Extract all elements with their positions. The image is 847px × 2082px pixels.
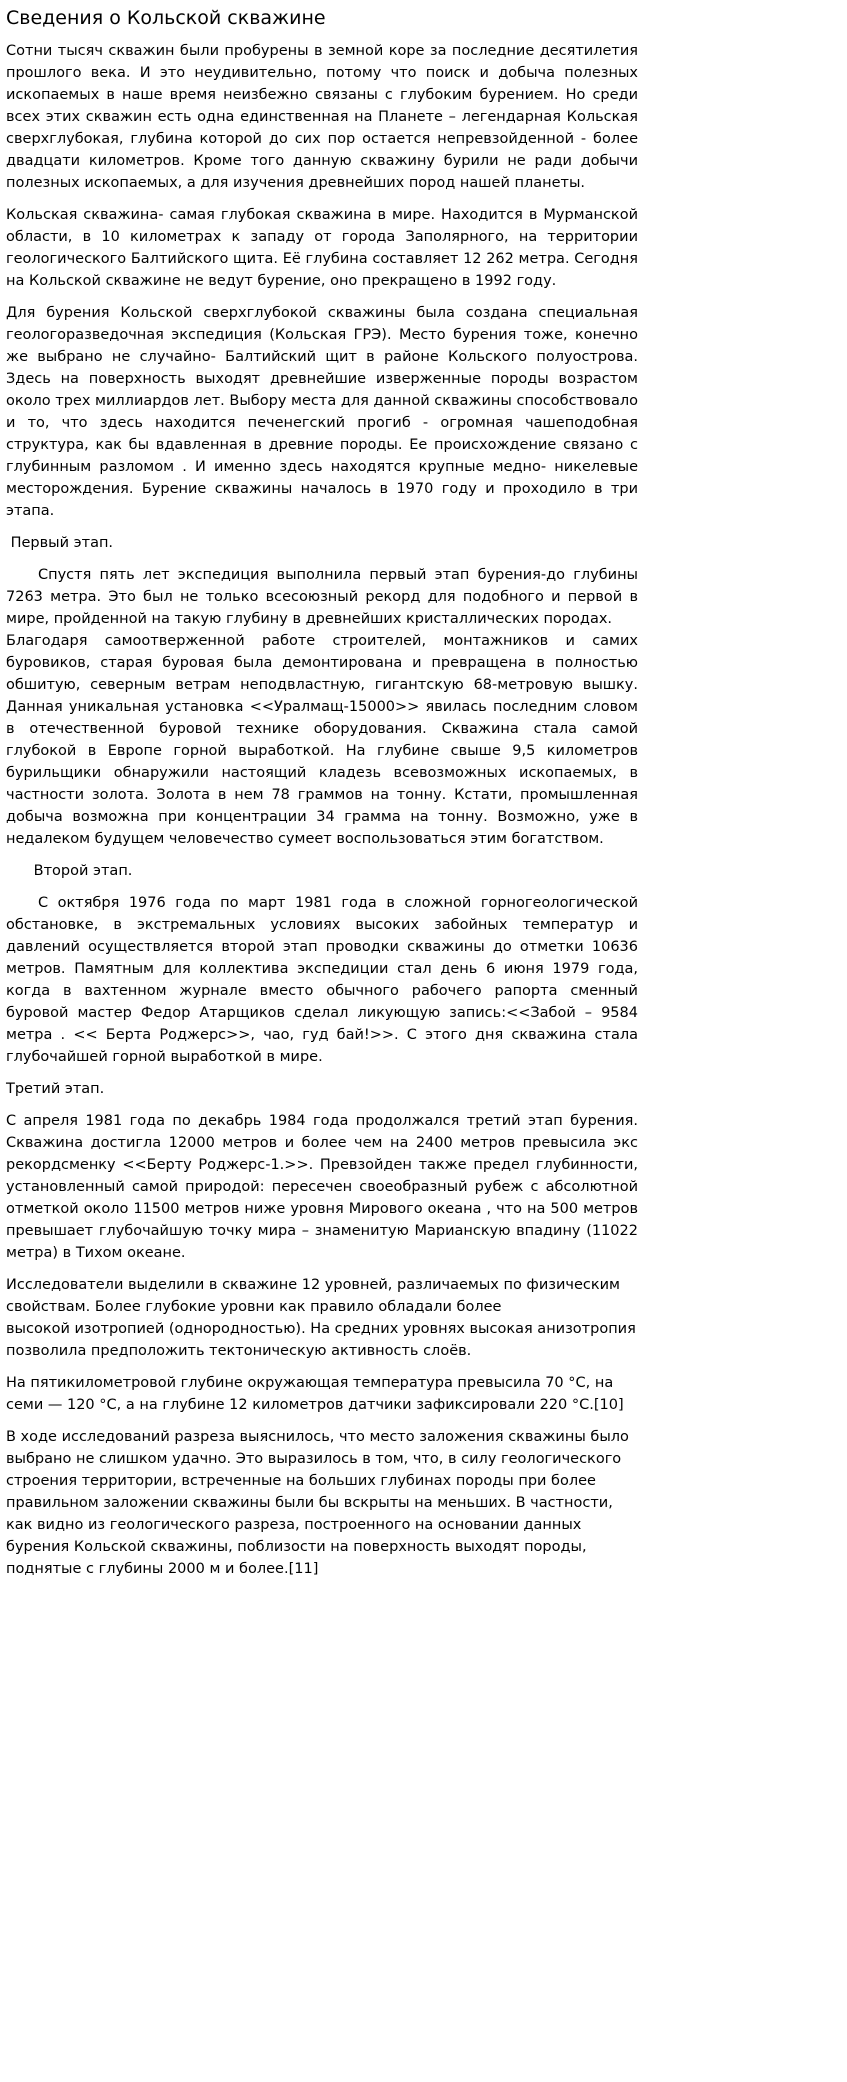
paragraph-rig: Благодаря самоотверженной работе строителей, монтажников и самих буровиков, старая буровая была демонтирована и превращена в полностью обшитую, северным ветрам неподвластную, гигантскую 68-метровую вышку. Данная уникальная установка <<Уралмащ-15000>> явилась последним словом в отечественной буровой технике оборудования. Скважина стала самой глубокой в Европе горной выработкой. На глубине свыше 9,5 километров бурильщики обнаружили настоящий кладезь всевозможных ископаемых, в частности золота. Золота в нем 78 граммов на тонну. Кстати, промышленная добыча возможна при концентрации 34 грамма на тонну. Возможно, уже в недалеком будущем человечество сумеет воспользоваться этим богатством.: [6, 633, 638, 847]
paragraph-stage-two: С октября 1976 года по март 1981 года в сложной горногеологической обстановке, в экстремальных условиях высоких забойных температур и давлений осуществляется второй этап проводки скважины до отметки 10636 метров. Памятным для коллектива экспедиции стал день 6 июня 1979 года, когда в вахтенном журнале вместо обычного рабочего рапорта сменный буровой мастер Федор Атарщиков сделал ликующую запись:<<Забой – 9584 метра . << Берта Роджерс>>, чао, гуд бай!>>. С этого дня скважина стала глубочайшей горной выработкой в мире.: [6, 895, 638, 1065]
document-title: Сведения о Кольской скважине: [6, 7, 326, 29]
paragraph-temperature: На пятикилометровой глубине окружающая температура превысила 70 °C, на семи — 120 °C, а на глубине 12 километров датчики зафиксировали 220 °C.[10]: [6, 1375, 624, 1413]
heading-stage-three: Третий этап.: [6, 1081, 105, 1097]
paragraph-intro: Сотни тысяч скважин были пробурены в земной коре за последние десятилетия прошлого века. И это неудивительно, потому что поиск и добыча полезных ископаемых в наше время неизбежно связаны с глубоким бурением. Но среди всех этих скважин есть одна единственная на Планете – легендарная Кольская сверхглубокая, глубина которой до сих пор остается непревзойденной - более двадцати километров. Кроме того данную скважину бурили не ради добычи полезных ископаемых, а для изучения древнейших пород нашей планеты.: [6, 43, 638, 191]
heading-stage-two: Второй этап.: [6, 863, 133, 879]
paragraph-stage-three: С апреля 1981 года по декабрь 1984 года продолжался третий этап бурения. Скважина достигла 12000 метров и более чем на 2400 метров превысила экс рекордсменку <<Берту Роджерс-1.>>. Превзойден также предел глубинности, установленный самой природой: пересечен своеобразный рубеж с абсолютной отметкой около 11500 метров ниже уровня Мирового океана , что на 500 метров превышает глубочайшую точку мира – знаменитую Марианскую впадину (11022 метра) в Тихом океане.: [6, 1113, 638, 1261]
heading-stage-one: Первый этап.: [6, 535, 114, 551]
paragraph-levels: Исследователи выделили в скважине 12 уровней, различаемых по физическим свойствам. Более глубокие уровни как правило обладали более высокой изотропией (однородностью). На средних уровнях высокая анизотропия позволила предположить тектоническую активность слоёв.: [6, 1277, 636, 1359]
paragraph-location: Кольская скважина- самая глубокая скважина в мире. Находится в Мурманской области, в 10 километрах к западу от города Заполярного, на территории геологического Балтийского щита. Её глубина составляет 12 262 метра. Сегодня на Кольской скважине не ведут бурение, оно прекращено в 1992 году.: [6, 207, 638, 289]
paragraph-section: В ходе исследований разреза выяснилось, что место заложения скважины было выбрано не слишком удачно. Это выразилось в том, что, в силу геологического строения территории, встреченные на больших глубинах породы при более правильном заложении скважины были бы вскрыты на меньших. В частности, как видно из геологического разреза, построенного на основании данных бурения Кольской скважины, поблизости на поверхность выходят породы, поднятые с глубины 2000 м и более.[11]: [6, 1429, 629, 1577]
paragraph-expedition: Для бурения Кольской сверхглубокой скважины была создана специальная геологоразведочная экспедиция (Кольская ГРЭ). Место бурения тоже, конечно же выбрано не случайно- Балтийский щит в районе Кольского полуострова. Здесь на поверхность выходят древнейшие изверженные породы возрастом около трех миллиардов лет. Выбору места для данной скважины способствовало и то, что здесь находится печенегский прогиб - огромная чашеподобная структура, как бы вдавленная в древние породы. Ее происхождение связано с глубинным разломом . И именно здесь находятся крупные медно- никелевые месторождения. Бурение скважины началось в 1970 году и проходило в три этапа.: [6, 305, 638, 519]
paragraph-stage-one: Спустя пять лет экспедиция выполнила первый этап бурения-до глубины 7263 метра. Это был не только всесоюзный рекорд для подобного и первой в мире, пройденной на такую глубину в древнейших кристаллических породах.: [6, 567, 638, 627]
